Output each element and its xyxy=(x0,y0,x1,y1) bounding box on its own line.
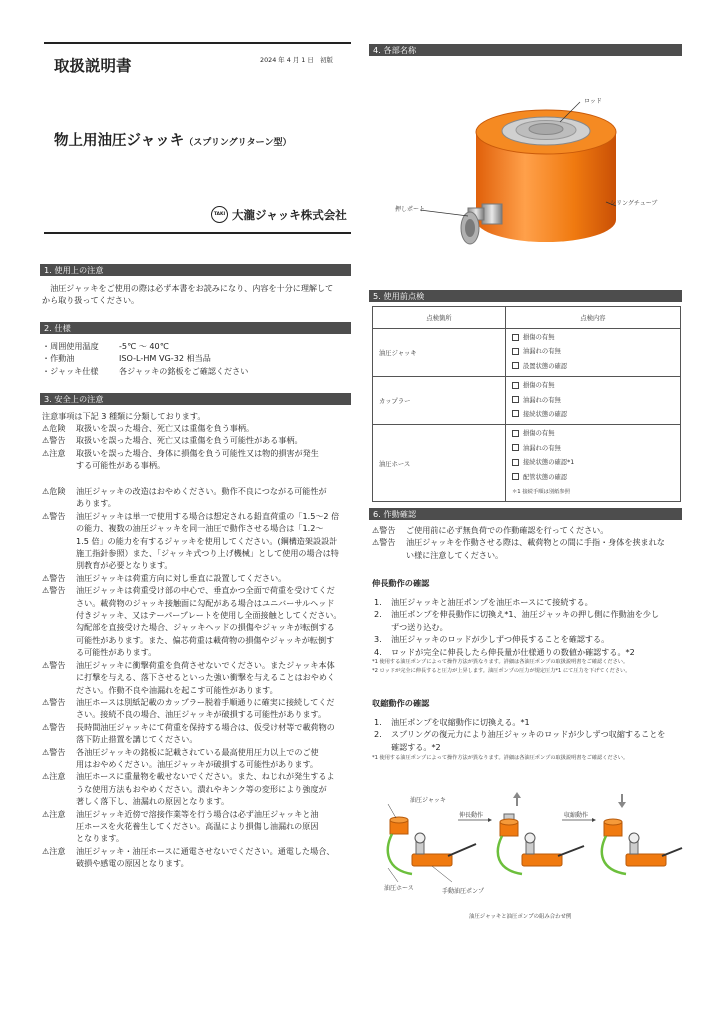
item-line: い様に注意してください。 xyxy=(406,549,504,560)
check-label: 設置状態の確認 xyxy=(523,362,568,370)
alert-icon: ⚠警告 xyxy=(42,510,66,521)
step-line: 油圧ジャッキと油圧ポンプを油圧ホースにて接続する。 xyxy=(391,597,593,607)
alert-icon: ⚠警告 xyxy=(42,435,66,446)
spec-row xyxy=(42,365,354,377)
section5-heading: 5. 使用前点検 xyxy=(369,290,682,302)
extend-check-title: 伸長動作の確認 xyxy=(372,578,430,588)
check-label: 油漏れの有無 xyxy=(523,444,561,452)
safety-item xyxy=(42,845,354,870)
spec-label: ・周囲使用温度 xyxy=(42,341,99,351)
alert-icon: ⚠注意 xyxy=(42,447,66,458)
extend-steps xyxy=(372,596,686,658)
check-item xyxy=(512,427,674,441)
inspection-location: 油圧ジャッキ xyxy=(373,329,506,377)
jack-pump-combination-illustration xyxy=(372,790,684,910)
jack-icon xyxy=(388,817,476,874)
step-line: スプリングの復元力により油圧ジャッキのロッドが少しずつ収縮することを xyxy=(391,729,666,740)
port-leader-line xyxy=(420,210,468,216)
step-line: 油圧ジャッキのロッドが少しずつ伸長することを確認する。 xyxy=(391,634,610,645)
item-line: 各油圧ジャッキの銘板に記載されている最高使用圧力以上でのご使 xyxy=(76,746,319,757)
alert-icon: ⚠注意 xyxy=(42,808,66,819)
check-label: 配管状態の確認 xyxy=(523,473,568,481)
company-logo-mark: TAKI xyxy=(211,206,228,223)
check-item xyxy=(512,456,674,470)
item-text xyxy=(76,572,286,584)
item-line: となります。 xyxy=(76,833,124,844)
fig-label-jack: 油圧ジャッキ xyxy=(410,797,446,804)
checkbox-icon xyxy=(512,334,519,341)
step-number: 4. xyxy=(374,646,382,657)
section1-body xyxy=(42,282,354,307)
item-line: 可能性があります。また、偏芯荷重は載荷物の損傷やジャッキが転倒す xyxy=(76,634,335,645)
retract-steps xyxy=(372,716,686,753)
step-line: 油圧ポンプを伸長動作に切換え*1、油圧ジャッキの押し側に作動油を少し xyxy=(391,609,660,620)
item-text xyxy=(406,536,665,561)
product-title-sub: （スプリングリターン型） xyxy=(184,138,292,148)
item-line: さい。載荷物のジャッキ接触面に勾配がある場合はユニバーサルヘッド xyxy=(76,597,335,608)
item-line: 著しく落下し、油漏れの原因となります。 xyxy=(76,796,230,807)
table-row xyxy=(373,329,681,377)
item-line: る可能性があります。 xyxy=(76,647,157,658)
step-item xyxy=(372,608,686,633)
safety-item xyxy=(42,770,354,807)
check-label: 油漏れの有無 xyxy=(523,396,561,404)
item-line: 1.5 倍」の能力を有するジャッキを使用してください。(鋼構造架設設計 xyxy=(76,535,338,546)
check-item xyxy=(512,379,674,393)
step-item xyxy=(372,596,686,608)
checkbox-icon xyxy=(512,473,519,480)
safety-legend xyxy=(42,422,354,472)
item-line: 付きジャッキ、又はテーパープレートを使用し全面接触としてください。 xyxy=(76,610,342,621)
spec-value: -5℃ ～ 40℃ xyxy=(119,341,169,351)
fig-label-extend: 伸長動作 xyxy=(459,812,484,819)
spec-row xyxy=(42,340,354,352)
spec-row xyxy=(42,352,354,364)
checkbox-icon xyxy=(512,348,519,355)
item-text xyxy=(76,659,335,696)
item-text xyxy=(76,770,335,807)
step-line: 油圧ポンプを収縮動作に切換える。*1 xyxy=(391,717,530,727)
check-item xyxy=(512,360,674,374)
fig-label-retract: 収縮動作 xyxy=(564,812,589,819)
item-line: 用はおやめください。油圧ジャッキが破損する可能性があります。 xyxy=(76,758,319,769)
item-line: 長時間油圧ジャッキにて荷重を保持する場合は、仮受け材等で載荷物の xyxy=(76,721,335,732)
alert-icon: ⚠警告 xyxy=(372,525,396,535)
check-label: 損傷の有無 xyxy=(523,430,555,438)
step-text xyxy=(391,728,665,753)
step-number: 2. xyxy=(374,729,382,740)
label-cylinder: シリングチューブ xyxy=(610,200,658,207)
item-line: 油圧ジャッキ近傍で溶接作業等を行う場合は必ず油圧ジャッキと油 xyxy=(76,808,319,819)
item-line: の能力、複数の油圧ジャッキを同一油圧で動作させる場合は「1.2～ xyxy=(76,523,324,534)
inspection-location: カップラー xyxy=(373,377,506,425)
step-text xyxy=(391,608,659,633)
check-item xyxy=(512,408,674,422)
step-number: 1. xyxy=(374,597,382,607)
check-label: 損傷の有無 xyxy=(523,382,555,390)
step-number: 2. xyxy=(374,609,382,620)
check-item xyxy=(512,442,674,456)
check-label: 接続状態の確認*1 xyxy=(523,459,575,467)
step-line: ずつ送り込む。 xyxy=(391,621,448,632)
alert-icon: ⚠危険 xyxy=(42,423,66,433)
safety-item xyxy=(42,485,354,510)
item-text xyxy=(76,584,341,658)
step-text xyxy=(391,596,593,608)
safety-item xyxy=(42,572,354,584)
doc-date: 2024 年 4 月 1 日 初版 xyxy=(260,56,333,64)
alert-icon: ⚠警告 xyxy=(42,585,66,596)
legend-item xyxy=(42,434,354,446)
spec-label: ・作動油 xyxy=(42,353,75,364)
inspection-checks xyxy=(506,329,681,377)
item-line: うな使用方法もおやめください。潰れやキンク等の変形により強度が xyxy=(76,783,327,794)
alert-icon: ⚠注意 xyxy=(42,845,66,856)
check-item xyxy=(512,394,674,408)
safety-item xyxy=(42,659,354,696)
item-text xyxy=(76,696,335,721)
legend-item xyxy=(42,447,354,472)
inspection-checks xyxy=(506,425,681,502)
step-number: 3. xyxy=(374,634,382,645)
label-rod: ロッド xyxy=(584,98,602,105)
item-line: 油圧ホースに重量物を載せないでください。また、ねじれが発生するよ xyxy=(76,771,335,782)
spec-value: 各ジャッキの銘板をご確認ください xyxy=(119,365,249,376)
check-item xyxy=(512,331,674,345)
step-item xyxy=(372,646,686,658)
jack-retract-icon xyxy=(602,819,682,874)
inspection-checks xyxy=(506,377,681,425)
checkbox-icon xyxy=(512,430,519,437)
doc-type-title: 取扱説明書 xyxy=(54,57,132,75)
table-note: ＊1 接続手順は別紙参照 xyxy=(512,488,571,495)
warning-item xyxy=(372,536,686,561)
extend-notes xyxy=(372,658,692,676)
item-line: 破損や感電の原因となります。 xyxy=(76,858,189,869)
item-text xyxy=(406,524,608,536)
figure-caption: 油圧ジャッキと油圧ポンプの組み合わせ例 xyxy=(469,914,572,920)
checkbox-icon xyxy=(512,362,519,369)
checkbox-icon xyxy=(512,444,519,451)
item-line: 油圧ジャッキは荷重方向に対し垂直に設置してください。 xyxy=(76,572,287,583)
inspection-location: 油圧ホース xyxy=(373,425,506,502)
section1-heading: 1. 使用上の注意 xyxy=(40,264,351,276)
safety-item xyxy=(42,510,354,572)
item-line: 施工指針参照）また、「ジャッキ式つり上げ機械」として使用の場合は特 xyxy=(76,548,339,559)
alert-icon: ⚠警告 xyxy=(372,537,396,548)
spec-value: ISO-L-HM VG-32 相当品 xyxy=(119,353,211,364)
alert-icon: ⚠危険 xyxy=(42,486,66,496)
item-line: 油圧ジャッキは単一で使用する場合は想定される鉛直荷重の「1.5～2 倍 xyxy=(76,510,340,521)
product-title xyxy=(54,129,292,150)
safety-item xyxy=(42,746,354,771)
item-text xyxy=(76,721,335,746)
item-line: 油圧ホースは別紙記載のカップラー脱着手順通りに確実に接続してくだ xyxy=(76,696,335,707)
item-line: 油圧ジャッキを作動させる際は、載荷物との間に手指・身体を挟まれな xyxy=(406,537,665,548)
step-text xyxy=(391,646,635,658)
step-item xyxy=(372,716,686,728)
safety-items xyxy=(42,485,354,870)
item-text xyxy=(76,845,334,870)
safety-item xyxy=(42,584,354,658)
step-line: 確認する。*2 xyxy=(391,741,441,752)
check-label: 損傷の有無 xyxy=(523,334,555,341)
item-text xyxy=(76,746,319,771)
footnote: *2 ロッドが完全に伸長すると圧力が上昇します。油圧ポンプの圧力が規定圧力*1 にて圧力を下げてください。 xyxy=(372,668,631,674)
checkbox-icon xyxy=(512,382,519,389)
item-line: する可能性がある事柄。 xyxy=(76,460,166,471)
item-line: ご使用前に必ず無負荷での作動確認を行ってください。 xyxy=(406,525,609,535)
footnote: *1 使用する油圧ポンプによって操作方法が異なります。詳細は各油圧ポンプの取扱説明書をご確認ください。 xyxy=(372,755,629,761)
item-line: 圧ホースを火花養生してください。高温により損傷し油漏れの原因 xyxy=(76,820,319,831)
jack-parts-illustration xyxy=(420,90,670,260)
item-line: あります。 xyxy=(76,498,116,509)
footnote: *1 使用する油圧ポンプによって操作方法が異なります。詳細は各油圧ポンプの取扱説明書をご確認ください。 xyxy=(372,659,629,665)
company-logo xyxy=(211,206,347,223)
safety-item xyxy=(42,721,354,746)
item-line: 油圧ジャッキは荷重受け部の中心で、垂直かつ全面で荷重を受けてくだ xyxy=(76,585,335,596)
fig-label-hose: 油圧ホース xyxy=(384,885,414,892)
item-text xyxy=(76,422,254,434)
safety-item xyxy=(42,696,354,721)
check-item xyxy=(512,471,674,485)
item-line: 落下防止措置を講じてください。 xyxy=(76,734,198,745)
table-row xyxy=(373,377,681,425)
item-text xyxy=(76,434,303,446)
step-line: ロッドが完全に伸長したら伸長量が仕様通りの数値か確認する。*2 xyxy=(391,646,635,657)
item-line: ださい。作動不良や油漏れを起こす可能性があります。 xyxy=(76,684,278,695)
retract-check-title: 収縮動作の確認 xyxy=(372,698,430,708)
section2-heading: 2. 仕様 xyxy=(40,322,351,334)
check-label: 油漏れの有無 xyxy=(523,348,561,356)
spec-list xyxy=(42,340,354,377)
step-item xyxy=(372,728,686,753)
check-label: 接続状態の確認 xyxy=(523,410,568,418)
section6-heading: 6. 作動確認 xyxy=(369,508,682,520)
spec-label: ・ジャッキ仕様 xyxy=(42,365,99,376)
product-title-main: 物上用油圧ジャッキ xyxy=(54,133,185,149)
item-line: 別教育が必要となります。 xyxy=(76,560,173,571)
section3-intro: 注意事項は下記 3 種類に分類しております。 xyxy=(42,411,206,421)
item-line: 勾配部を直接受けた場合、ジャッキヘッドの損傷やジャッキが転倒する xyxy=(76,622,335,633)
item-line: 取扱いを誤った場合、死亡又は重傷を負う事柄。 xyxy=(76,423,255,433)
item-line: 取扱いを誤った場合、身体に損傷を負う可能性又は物的損害が発生 xyxy=(76,447,319,458)
checkbox-icon xyxy=(512,459,519,466)
checkbox-icon xyxy=(512,396,519,403)
item-text xyxy=(76,485,327,510)
section1-line: から取り扱ってください。 xyxy=(42,295,140,306)
step-number: 1. xyxy=(374,717,382,727)
step-item xyxy=(372,633,686,645)
alert-icon: ⚠警告 xyxy=(42,696,66,707)
alert-icon: ⚠警告 xyxy=(42,746,66,757)
item-line: 取扱いを誤った場合、死亡又は重傷を負う可能性がある事柄。 xyxy=(76,435,303,446)
checkbox-icon xyxy=(512,410,519,417)
arrow-up-icon xyxy=(513,792,521,806)
step-text xyxy=(391,633,609,645)
item-text xyxy=(76,510,339,572)
jack-extend-icon xyxy=(498,814,584,874)
company-name: 大瀧ジャッキ株式会社 xyxy=(232,207,347,222)
legend-item xyxy=(42,422,354,434)
operation-warnings xyxy=(372,524,686,561)
col-content-header: 点検内容 xyxy=(506,307,681,329)
item-line: 油圧ジャッキに衝撃荷重を負荷させないでください。またジャッキ本体 xyxy=(76,659,335,670)
section3-heading: 3. 安全上の注意 xyxy=(40,393,351,405)
table-row xyxy=(373,425,681,502)
alert-icon: ⚠注意 xyxy=(42,771,66,782)
check-item xyxy=(512,345,674,359)
section4-heading: 4. 各部名称 xyxy=(369,44,682,56)
safety-item xyxy=(42,808,354,845)
arrow-down-icon xyxy=(618,794,626,808)
label-push-port: 押しポート xyxy=(395,206,426,213)
col-location-header: 点検箇所 xyxy=(373,307,506,329)
fig-label-pump: 手動油圧ポンプ xyxy=(442,888,485,895)
item-line: さい。接続不良の場合、油圧ジャッキが破損する可能性があります。 xyxy=(76,709,327,720)
warning-item xyxy=(372,524,686,536)
section1-line: 油圧ジャッキをご使用の際は必ず本書をお読みになり、内容を十分に理解して xyxy=(42,283,334,293)
item-text xyxy=(76,808,319,845)
step-text xyxy=(391,716,530,728)
item-text xyxy=(76,447,319,472)
item-line: 油圧ジャッキ・油圧ホースに通電させないでください。通電した場合、 xyxy=(76,845,335,856)
alert-icon: ⚠警告 xyxy=(42,721,66,732)
item-line: に打撃を与える、落下させるといった強い衝撃を与えることはおやめく xyxy=(76,672,336,683)
retract-notes xyxy=(372,754,692,763)
alert-icon: ⚠警告 xyxy=(42,659,66,670)
item-line: 油圧ジャッキの改造はおやめください。動作不良につながる可能性が xyxy=(76,486,327,496)
inspection-table xyxy=(372,306,681,502)
alert-icon: ⚠警告 xyxy=(42,572,66,583)
